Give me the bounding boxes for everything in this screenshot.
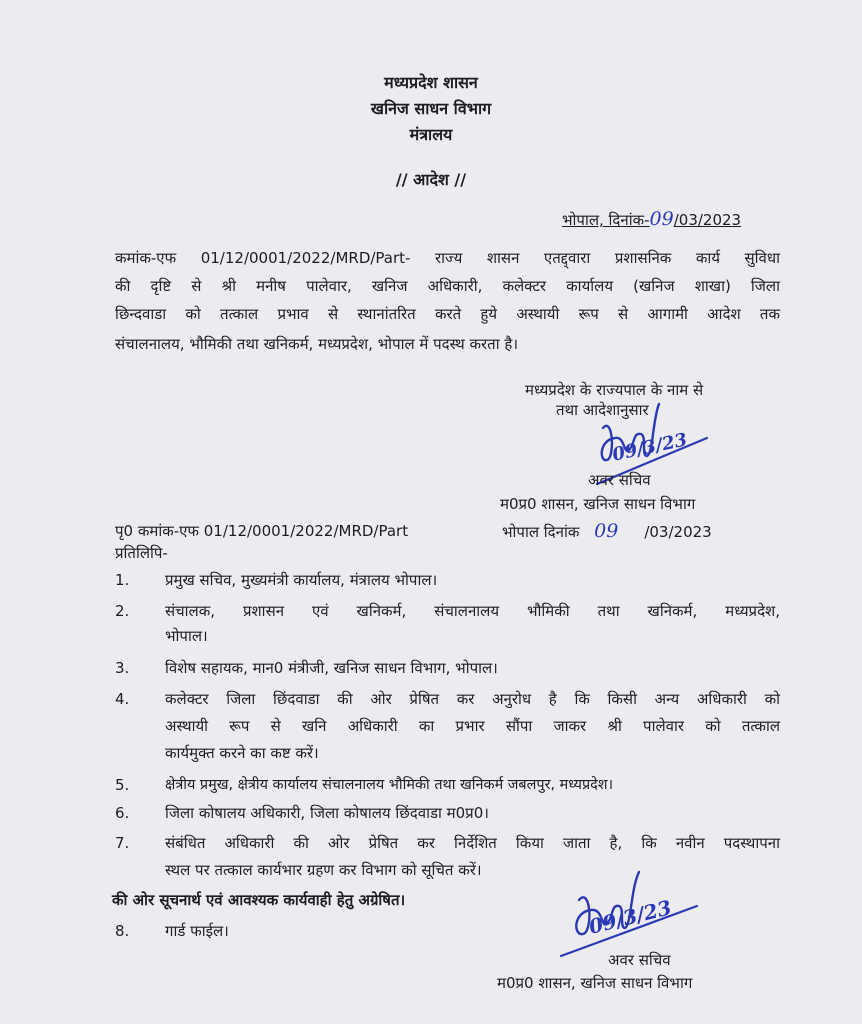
body-line: छिन्दवाडा को तत्काल प्रभाव से स्थानांतरित करते हुये अस्थायी रूप से आगामी आदेश तक bbox=[115, 305, 780, 323]
item-number: 3. bbox=[115, 659, 130, 677]
header-ministry: मंत्रालय bbox=[409, 125, 453, 144]
copy-handwritten-day: 09 bbox=[594, 520, 619, 542]
item-number: 8. bbox=[115, 922, 130, 940]
copy-label: प्रतिलिपि- bbox=[115, 544, 168, 562]
authority-line-1: मध्यप्रदेश के राज्यपाल के नाम से bbox=[525, 381, 704, 399]
authority-line-2: तथा आदेशानुसार bbox=[556, 401, 649, 419]
item-number: 5. bbox=[115, 776, 130, 794]
item-text: अस्थायी रूप से खनि अधिकारी का प्रभार सौंपा जाकर श्री पालेवार को तत्काल bbox=[165, 717, 780, 735]
bottom-designation: अवर सचिव bbox=[608, 951, 671, 969]
item-number: 2. bbox=[115, 602, 130, 620]
item-number: 1. bbox=[115, 571, 130, 589]
handwritten-date-day: 09 bbox=[649, 208, 674, 230]
item-text: संचालक, प्रशासन एवं खनिकर्म, संचालनालय भौमिकी तथा खनिकर्म, मध्यप्रदेश, bbox=[165, 602, 780, 620]
body-line: संचालनालय, भौमिकी तथा खनिकर्म, मध्यप्रदेश, भोपाल में पदस्थ करता है। bbox=[115, 335, 519, 353]
copy-ref-number: पृ0 कमांक-एफ 01/12/0001/2022/MRD/Part bbox=[115, 522, 409, 540]
item-number: 6. bbox=[115, 804, 130, 822]
date-suffix: /03/2023 bbox=[673, 211, 742, 229]
item-text: कलेक्टर जिला छिंदवाडा की ओर प्रेषित कर अनुरोध है कि किसी अन्य अधिकारी को bbox=[165, 690, 780, 708]
copy-date-line bbox=[502, 521, 712, 542]
signature-date: 09/3/23 bbox=[610, 429, 690, 466]
bottom-office: म0प्र0 शासन, खनिज साधन विभाग bbox=[497, 974, 693, 992]
authority-designation: अवर सचिव bbox=[588, 471, 651, 489]
header-department: खनिज साधन विभाग bbox=[370, 99, 492, 118]
item-text: विशेष सहायक, मान0 मंत्रीजी, खनिज साधन विभाग, भोपाल। bbox=[165, 659, 498, 677]
forward-note: की ओर सूचनार्थ एवं आवश्यक कार्यवाही हेतु अग्रेषित। bbox=[112, 891, 406, 909]
item-text: क्षेत्रीय प्रमुख, क्षेत्रीय कार्यालय संचालनालय भौमिकी तथा खनिकर्म जबलपुर, मध्यप्रदेश। bbox=[165, 777, 614, 793]
header-state-government: मध्यप्रदेश शासन bbox=[384, 73, 478, 92]
item-number: 7. bbox=[115, 834, 130, 852]
item-text: संबंधित अधिकारी की ओर प्रेषित कर निर्देशित किया जाता है, कि नवीन पदस्थापना bbox=[165, 834, 780, 852]
copy-date-prefix: भोपाल दिनांक bbox=[502, 523, 580, 541]
item-text: कार्यमुक्त करने का कष्ट करें। bbox=[165, 744, 319, 762]
item-number: 4. bbox=[115, 690, 130, 708]
item-text: गार्ड फाईल। bbox=[165, 922, 229, 940]
bottom-signature-date: 09/3/23 bbox=[586, 895, 674, 939]
body-line: कमांक-एफ 01/12/0001/2022/MRD/Part- राज्य शासन एतद्द्वारा प्रशासनिक कार्य सुविधा bbox=[115, 249, 780, 267]
item-text: जिला कोषालय अधिकारी, जिला कोषालय छिंदवाडा म0प्र0। bbox=[165, 804, 489, 822]
item-text: स्थल पर तत्काल कार्यभार ग्रहण कर विभाग को सूचित करें। bbox=[165, 861, 482, 879]
authority-office: म0प्र0 शासन, खनिज साधन विभाग bbox=[500, 495, 696, 513]
date-line bbox=[562, 209, 741, 230]
order-title: // आदेश // bbox=[395, 170, 467, 189]
item-text: प्रमुख सचिव, मुख्यमंत्री कार्यालय, मंत्रालय भोपाल। bbox=[165, 571, 438, 589]
date-prefix: भोपाल, दिनांक- bbox=[562, 211, 650, 229]
item-text: भोपाल। bbox=[165, 627, 208, 645]
body-line: की दृष्टि से श्री मनीष पालेवार, खनिज अधिकारी, कलेक्टर कार्यालय (खनिज शाखा) जिला bbox=[115, 277, 780, 295]
copy-date-suffix: /03/2023 bbox=[644, 523, 712, 541]
